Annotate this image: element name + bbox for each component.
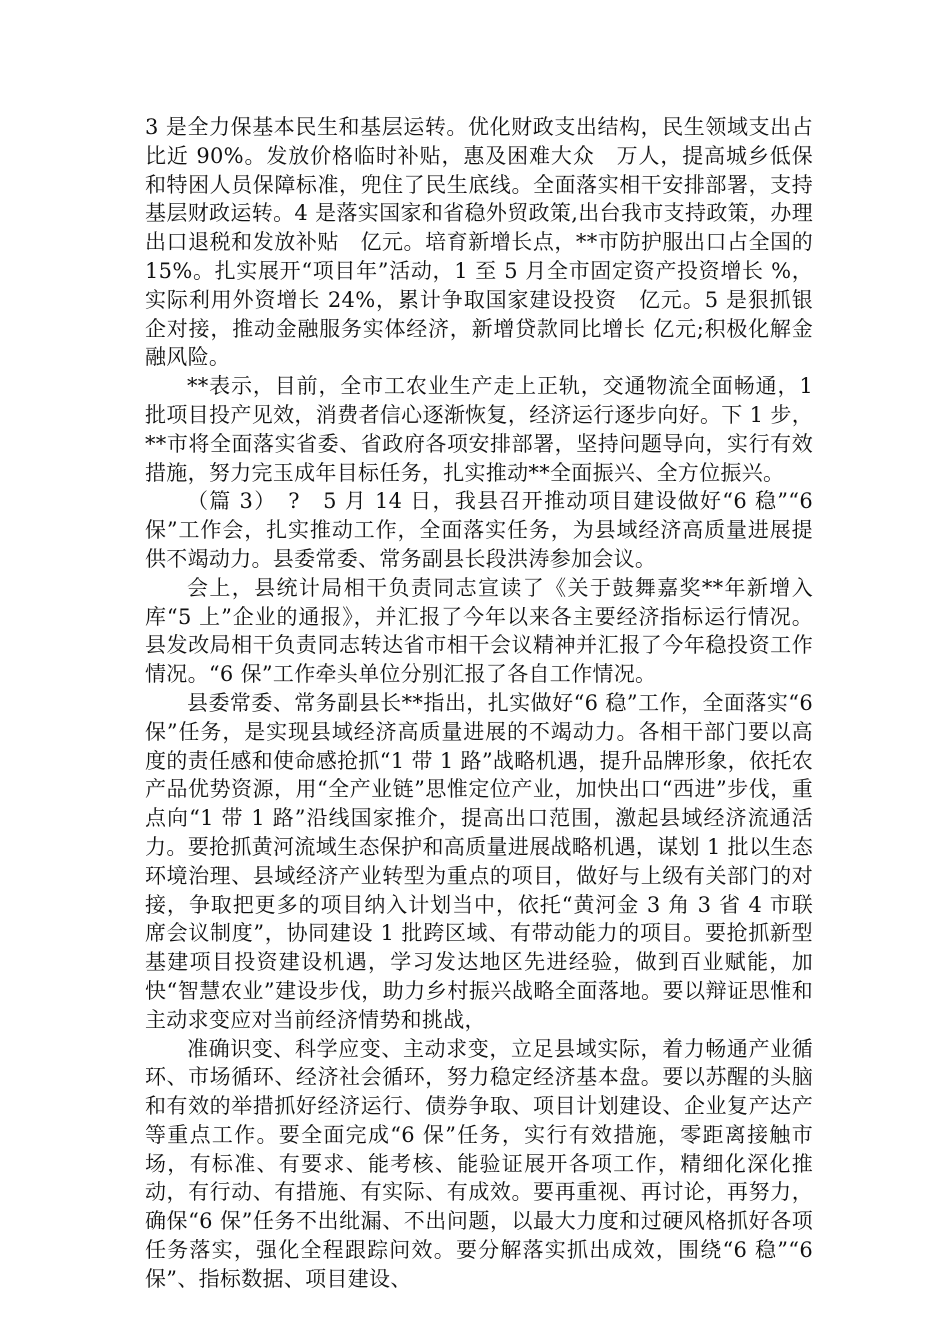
paragraph-6: 准确识变、科学应变、主动求变，立足县域实际，着力畅通产业循环、市场循环、经济社会循环，努力稳定经济基本盘。要以苏醒的头脑和有效的举措抓好经济运行、债券争取、项目计划建设、企业复产达产等重点工作。要全面完成“6 保”任务，实行有效措施，零距离接触市场，有标准、有要求、能考核、能验证展开各项工作，精细化深化推动，有行动、有措施、有实际、有成效。要再重视、再讨论，再努力，确保“6 保”任务不出纰漏、不出问题，以最大力度和过硬风格抓好各项任务落实，强化全程跟踪问效。要分解落实抓出成效，围绕“6 稳”“6 保”、指标数据、项目建设、 <box>145 1036 813 1291</box>
paragraph-1: 3 是全力保基本民生和基层运转。优化财政支出结构，民生领域支出占比近 90%。发放价格临时补贴，惠及困难大众 万人，提高城乡低保和特困人员保障标准，兜住了民生底线。全面落实相干安排部署，支持基层财政运转。4 是落实国家和省稳外贸政策,出台我市支持政策，办理出口退税和发放补贴 亿元。培育新增长点，**市防护服出口占全国的 15%。扎实展开“项目年”活动，1 至 5 月全市固定资产投资增长 %，实际利用外资增长 24%，累计争取国家建设投资 亿元。5 是狠抓银企对接，推动金融服务实体经济，新增贷款同比增长 亿元;积极化解金融风险。 <box>145 115 813 370</box>
paragraph-2: **表示，目前，全市工农业生产走上正轨，交通物流全面畅通，1 批项目投产见效，消费者信心逐渐恢复，经济运行逐步向好。下 1 步，**市将全面落实省委、省政府各项安排部署，坚持问题导向，实行有效措施，努力完玉成年目标任务，扎实推动**全面振兴、全方位振兴。 <box>145 374 813 485</box>
paragraph-4: 会上，县统计局相干负责同志宣读了《关于鼓舞嘉奖**年新增入库“5 上”企业的通报》，并汇报了今年以来各主要经济指标运行情况。县发改局相干负责同志转达省市相干会议精神并汇报了今年稳投资工作情况。“6 保”工作牵头单位分别汇报了各自工作情况。 <box>145 575 813 687</box>
paragraph-3: （篇 3） ? 5 月 14 日，我县召开推动项目建设做好“6 稳”“6 保”工作会，扎实推动工作，全面落实任务，为县域经济高质量进展提供不竭动力。县委常委、常务副县长段洪涛参加会议。 <box>145 489 813 571</box>
document-body <box>145 113 813 1294</box>
paragraph-5: 县委常委、常务副县长**指出，扎实做好“6 稳”工作，全面落实“6 保”任务，是实现县域经济高质量进展的不竭动力。各相干部门要以高度的责任感和使命感抢抓“1 带 1 路”战略机遇，提升品牌形象，依托农产品优势资源，用“全产业链”思惟定位产业，加快出口“西进”步伐，重点向“1 带 1 路”沿线国家推介，提高出口范围，激起县域经济流通活力。要抢抓黄河流域生态保护和高质量进展战略机遇，谋划 1 批以生态环境治理、县域经济产业转型为重点的项目，做好与上级有关部门的对接，争取把更多的项目纳入计划当中，依托“黄河金 3 角 3 省 4 市联席会议制度”，协同建设 1 批跨区域、有带动能力的项目。要抢抓新型基建项目投资建设机遇，学习发达地区先进经验，做到百业赋能，加快“智慧农业”建设步伐，助力乡村振兴战略全面落地。要以辩证思惟和主动求变应对当前经济情势和挑战， <box>145 690 813 1032</box>
